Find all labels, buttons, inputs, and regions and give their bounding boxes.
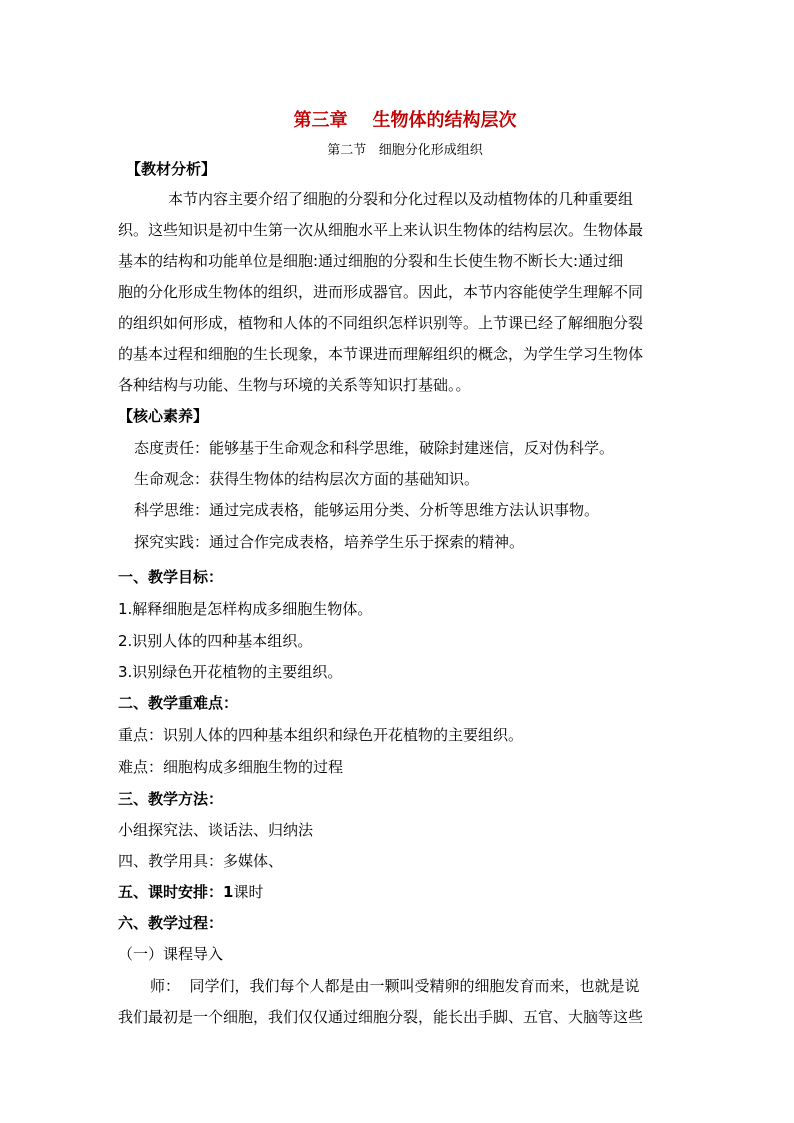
goal-item: 1.解释细胞是怎样构成多细胞生物体。 <box>118 600 373 618</box>
process-line: 我们最初是一个细胞，我们仅仅通过细胞分裂，能长出手脚、五官、大脑等这些 <box>118 1008 644 1026</box>
key-point-text: 重点：识别人体的四种基本组织和绿色开花植物的主要组织。 <box>118 726 524 744</box>
difficulty-text: 难点：细胞构成多细胞生物的过程 <box>118 758 344 776</box>
analysis-line: 织。这些知识是初中生第一次从细胞水平上来认识生物体的结构层次。生物体最 <box>118 221 644 239</box>
goals-heading: 一、教学目标： <box>118 568 224 586</box>
process-line: 师： 同学们，我们每个人都是由一颗叫受精卵的细胞发育而来，也就是说 <box>150 977 640 995</box>
process-subheading: （一）课程导入 <box>118 945 224 963</box>
literacy-item: 探究实践：通过合作完成表格，培养学生乐于探索的精神。 <box>134 533 525 551</box>
schedule-label: 五、课时安排： <box>118 883 224 901</box>
process-heading: 六、教学过程： <box>118 914 224 932</box>
analysis-line: 的基本过程和细胞的生长现象，本节课进而理解组织的概念，为学生学习生物体 <box>118 345 644 363</box>
schedule-line <box>118 882 263 902</box>
literacy-item: 态度责任：能够基于生命观念和科学思维，破除封建迷信，反对伪科学。 <box>134 439 615 457</box>
analysis-line: 各种结构与功能、生物与环境的关系等知识打基础。。 <box>118 376 471 394</box>
analysis-line: 胞的分化形成生物体的组织，进而形成器官。因此，本节内容能使学生理解不同 <box>118 283 644 301</box>
literacy-item: 科学思维：通过完成表格，能够运用分类、分析等思维方法认识事物。 <box>134 501 600 519</box>
tools-text: 四、教学用具：多媒体、 <box>118 852 284 870</box>
analysis-line: 基本的结构和功能单位是细胞:通过细胞的分裂和生长使生物不断长大:通过细 <box>118 252 624 270</box>
chapter-title: 第三章 生物体的结构层次 <box>293 110 517 131</box>
goal-item: 2.识别人体的四种基本组织。 <box>118 632 313 650</box>
analysis-line: 的组织如何形成，植物和人体的不同组织怎样识别等。上节课已经了解细胞分裂 <box>118 314 644 332</box>
literacy-item: 生命观念：获得生物体的结构层次方面的基础知识。 <box>134 470 480 488</box>
literacy-heading: 【核心素养】 <box>118 407 209 425</box>
analysis-heading: 【教材分析】 <box>126 160 217 178</box>
methods-text: 小组探究法、谈话法、归纳法 <box>118 821 314 839</box>
section-title: 第二节 细胞分化形成组织 <box>327 143 483 158</box>
goal-item: 3.识别绿色开花植物的主要组织。 <box>118 663 343 681</box>
schedule-number: 1 <box>223 883 234 901</box>
key-points-heading: 二、教学重难点： <box>118 694 239 712</box>
analysis-line: 本节内容主要介绍了细胞的分裂和分化过程以及动植物体的几种重要组 <box>168 190 634 208</box>
methods-heading: 三、教学方法： <box>118 790 224 808</box>
schedule-unit: 课时 <box>233 883 264 901</box>
